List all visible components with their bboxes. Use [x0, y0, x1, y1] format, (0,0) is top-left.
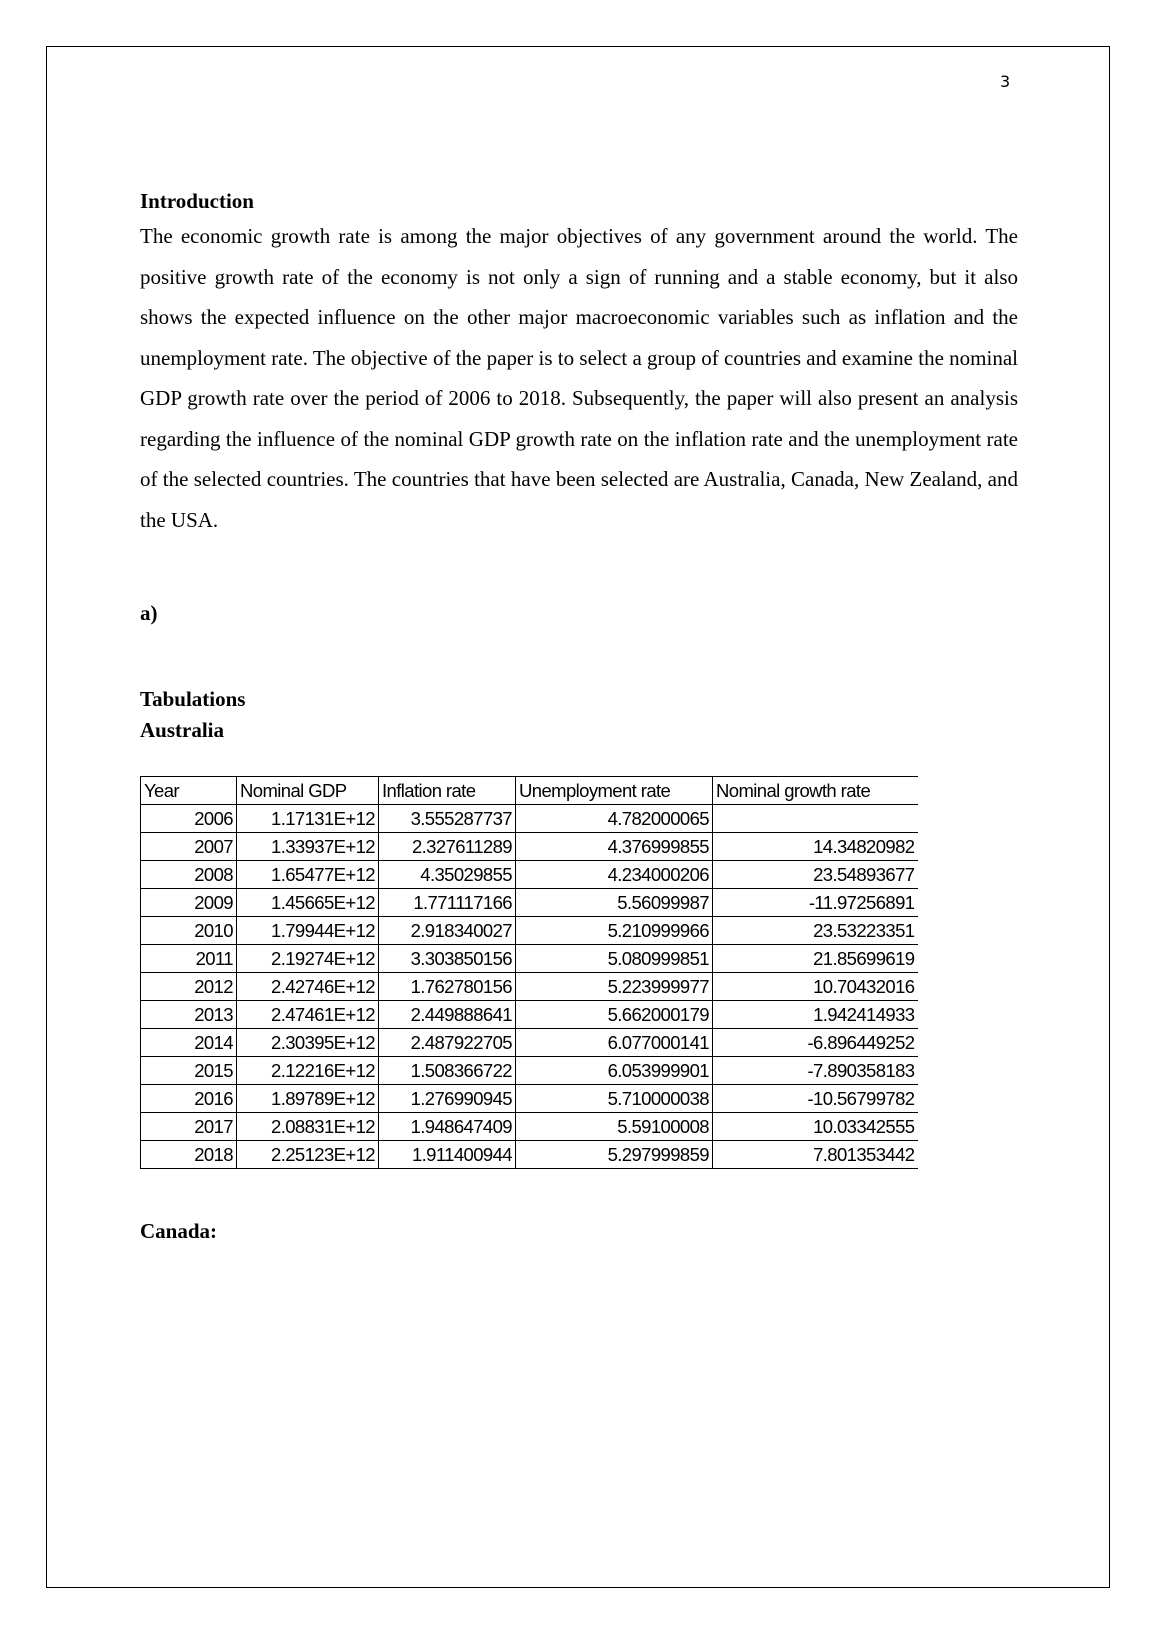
inflation-rate-cell: 2.487922705 [379, 1029, 516, 1057]
unemployment-rate-cell: 4.782000065 [516, 805, 713, 833]
introduction-heading: Introduction [140, 189, 254, 213]
table-row [141, 1001, 918, 1029]
inflation-rate-cell: 3.303850156 [379, 945, 516, 973]
unemployment-rate-cell: 5.56099987 [516, 889, 713, 917]
table-row [141, 973, 918, 1001]
table-row [141, 1057, 918, 1085]
year-cell: 2007 [141, 833, 237, 861]
unemployment-rate-cell: 6.077000141 [516, 1029, 713, 1057]
section-a-label: a) [140, 601, 158, 625]
unemployment-rate-cell: 5.210999966 [516, 917, 713, 945]
nominal-gdp-cell: 1.89789E+12 [237, 1085, 379, 1113]
year-cell: 2009 [141, 889, 237, 917]
year-cell: 2017 [141, 1113, 237, 1141]
page-number: 3 [1000, 72, 1011, 91]
nominal-gdp-cell: 2.47461E+12 [237, 1001, 379, 1029]
table-row [141, 805, 918, 833]
nominal-gdp-cell: 2.42746E+12 [237, 973, 379, 1001]
unemployment-rate-cell: 5.080999851 [516, 945, 713, 973]
nominal-growth-rate-cell: -7.890358183 [713, 1057, 918, 1085]
nominal-growth-rate-cell: 23.53223351 [713, 917, 918, 945]
table-row [141, 861, 918, 889]
unemployment-rate-cell: 5.710000038 [516, 1085, 713, 1113]
nominal-growth-rate-cell: 14.34820982 [713, 833, 918, 861]
nominal-gdp-cell: 1.17131E+12 [237, 805, 379, 833]
inflation-rate-cell: 1.771117166 [379, 889, 516, 917]
column-header-year: Year [141, 777, 237, 805]
unemployment-rate-cell: 5.223999977 [516, 973, 713, 1001]
australia-data-table [140, 776, 918, 1169]
unemployment-rate-cell: 4.376999855 [516, 833, 713, 861]
australia-heading: Australia [140, 718, 224, 742]
nominal-growth-rate-cell: 21.85699619 [713, 945, 918, 973]
nominal-gdp-cell: 2.19274E+12 [237, 945, 379, 973]
introduction-paragraph: The economic growth rate is among the major objectives of any government around the world. The positive growth rate of the economy is not only a sign of running and a stable economy, but it also shows the expected influence on the other major macroeconomic variables such as inflation and the unemployment rate. The objective of the paper is to select a group of countries and examine the nominal GDP growth rate over the period of 2006 to 2018. Subsequently, the paper will also present an analysis regarding the influence of the nominal GDP growth rate on the inflation rate and the unemployment rate of the selected countries. The countries that have been selected are Australia, Canada, New Zealand, and the USA. [140, 224, 1018, 532]
unemployment-rate-cell: 5.662000179 [516, 1001, 713, 1029]
table-row [141, 1113, 918, 1141]
nominal-gdp-cell: 1.45665E+12 [237, 889, 379, 917]
year-cell: 2008 [141, 861, 237, 889]
year-cell: 2011 [141, 945, 237, 973]
column-header-inflation-rate: Inflation rate [379, 777, 516, 805]
table-row [141, 1085, 918, 1113]
inflation-rate-cell: 1.948647409 [379, 1113, 516, 1141]
unemployment-rate-cell: 5.297999859 [516, 1141, 713, 1169]
table-row [141, 833, 918, 861]
nominal-growth-rate-cell: -6.896449252 [713, 1029, 918, 1057]
nominal-growth-rate-cell: -10.56799782 [713, 1085, 918, 1113]
year-cell: 2012 [141, 973, 237, 1001]
column-header-nominal-growth-rate: Nominal growth rate [713, 777, 918, 805]
inflation-rate-cell: 2.449888641 [379, 1001, 516, 1029]
nominal-growth-rate-cell: 10.03342555 [713, 1113, 918, 1141]
nominal-gdp-cell: 2.30395E+12 [237, 1029, 379, 1057]
nominal-gdp-cell: 1.79944E+12 [237, 917, 379, 945]
year-cell: 2013 [141, 1001, 237, 1029]
nominal-gdp-cell: 2.08831E+12 [237, 1113, 379, 1141]
inflation-rate-cell: 3.555287737 [379, 805, 516, 833]
inflation-rate-cell: 1.762780156 [379, 973, 516, 1001]
unemployment-rate-cell: 5.59100008 [516, 1113, 713, 1141]
unemployment-rate-cell: 6.053999901 [516, 1057, 713, 1085]
nominal-gdp-cell: 2.25123E+12 [237, 1141, 379, 1169]
column-header-nominal-gdp: Nominal GDP [237, 777, 379, 805]
table-row [141, 945, 918, 973]
year-cell: 2010 [141, 917, 237, 945]
year-cell: 2006 [141, 805, 237, 833]
column-header-unemployment-rate: Unemployment rate [516, 777, 713, 805]
inflation-rate-cell: 2.327611289 [379, 833, 516, 861]
inflation-rate-cell: 1.508366722 [379, 1057, 516, 1085]
unemployment-rate-cell: 4.234000206 [516, 861, 713, 889]
table-row [141, 1029, 918, 1057]
table-header-row [141, 777, 918, 805]
inflation-rate-cell: 4.35029855 [379, 861, 516, 889]
inflation-rate-cell: 1.276990945 [379, 1085, 516, 1113]
year-cell: 2015 [141, 1057, 237, 1085]
tabulations-heading: Tabulations [140, 687, 246, 711]
nominal-growth-rate-cell: 7.801353442 [713, 1141, 918, 1169]
canada-heading: Canada: [140, 1219, 218, 1243]
inflation-rate-cell: 2.918340027 [379, 917, 516, 945]
year-cell: 2014 [141, 1029, 237, 1057]
nominal-growth-rate-cell: 1.942414933 [713, 1001, 918, 1029]
nominal-growth-rate-cell [713, 805, 918, 833]
nominal-gdp-cell: 2.12216E+12 [237, 1057, 379, 1085]
table-row [141, 1141, 918, 1169]
year-cell: 2016 [141, 1085, 237, 1113]
year-cell: 2018 [141, 1141, 237, 1169]
nominal-growth-rate-cell: 10.70432016 [713, 973, 918, 1001]
table-row [141, 917, 918, 945]
nominal-growth-rate-cell: 23.54893677 [713, 861, 918, 889]
nominal-gdp-cell: 1.33937E+12 [237, 833, 379, 861]
nominal-growth-rate-cell: -11.97256891 [713, 889, 918, 917]
table-row [141, 889, 918, 917]
nominal-gdp-cell: 1.65477E+12 [237, 861, 379, 889]
inflation-rate-cell: 1.911400944 [379, 1141, 516, 1169]
